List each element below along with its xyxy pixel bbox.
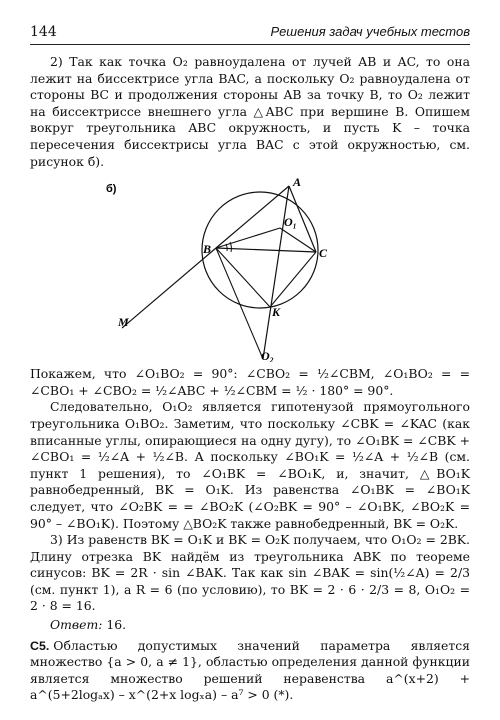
paragraph-angle-proof: Покажем, что ∠O₁BO₂ = 90°: ∠CBO₂ = ½∠CBM, ∠O₁BO₂ = = ∠CBO₁ + ∠CBO₂ = ½∠ABC + ½∠CBM = ½ · 180° = 90°. [30, 366, 470, 398]
geometry-figure [30, 176, 470, 362]
answer-label: Ответ: [50, 617, 103, 633]
point-m-label: M [118, 315, 129, 330]
side-ab [216, 186, 289, 248]
answer-value: 16. [106, 617, 127, 633]
task-c5-text: Областью допустимых значений параметра является множество {a > 0, a ≠ 1}, областью определения данной функции является множество решений неравенства a^(x+2) + a^(5+2logₐx) – x^(2+x logₓa) – a⁷ > 0 (*). [30, 637, 470, 703]
segment-bk [216, 248, 270, 307]
page-number: 144 [30, 24, 57, 40]
paragraph-isosceles: Следовательно, O₁O₂ является гипотенузой прямоугольного треугольника O₁BO₂. Заметим, что поскольку ∠CBK = ∠KAC (как вписанные углы, опирающиеся на одну дугу), то ∠O₁BK = ∠CBK + ∠CBO₁ = ½∠A + ½∠B. А поскольку ∠BO₁K = ½∠A + ½∠B (см. пункт 1 решения), то ∠O₁BK = ∠BO₁K, и, значит, △BO₁K равнобедренный, BK = O₁K. Из равенства ∠O₁BK = ∠BO₁K следует, что ∠O₂BK = = ∠BO₂K (∠O₂BK = 90° – ∠O₁BK, ∠BO₂K = 90° – ∠BO₁K). Поэтому △BO₂K также равнобедренный, BK = O₂K. [30, 399, 470, 531]
point-b-label: B [203, 242, 212, 257]
figure-svg [100, 176, 400, 362]
segment-bo2 [216, 248, 263, 359]
paragraph-part2: 2) Так как точка O₂ равноудалена от лучей AB и AC, то она лежит на биссектрисе угла BAC, а поскольку O₂ равноудалена от стороны BC и продолжения стороны AB за точку B, то O₂ лежит на биссектриссе внешнего угла △ABC при вершине B. Опишем вокруг треугольника ABC окружность, и пусть K – точка пересечения биссектрисы угла BAC с этой окружностью, см. рисунок б). [30, 54, 470, 169]
point-k-label: K [272, 305, 281, 320]
answer-line [30, 617, 470, 634]
task-label: С5. [30, 638, 50, 653]
point-c-label: C [319, 246, 328, 261]
ray-bm [122, 248, 216, 328]
point-o2-label: O₂ [261, 349, 274, 363]
running-title: Решения задач учебных тестов [270, 24, 470, 39]
paragraph-part3: 3) Из равенств BK = O₁K и BK = O₂K получаем, что O₁O₂ = 2BK. Длину отрезка BK найдём из треугольника ABK по теореме синусов: BK = 2R · sin ∠BAK. Так как sin ∠BAK = sin(½∠A) = 2/3 (см. пункт 1), а R = 6 (по условию), то BK = 2 · 6 · 2/3 = 8, O₁O₂ = 2 · 8 = 16. [30, 532, 470, 614]
point-o1-label: O₁ [284, 215, 297, 230]
figure-label: б) [106, 183, 117, 196]
paragraph-task-c5 [30, 638, 470, 704]
segment-ck [270, 252, 316, 307]
segment-bo1 [216, 228, 280, 248]
bisector-a [263, 186, 289, 359]
page-header [30, 22, 470, 45]
page-content [30, 54, 470, 704]
point-a-label: A [293, 176, 302, 190]
